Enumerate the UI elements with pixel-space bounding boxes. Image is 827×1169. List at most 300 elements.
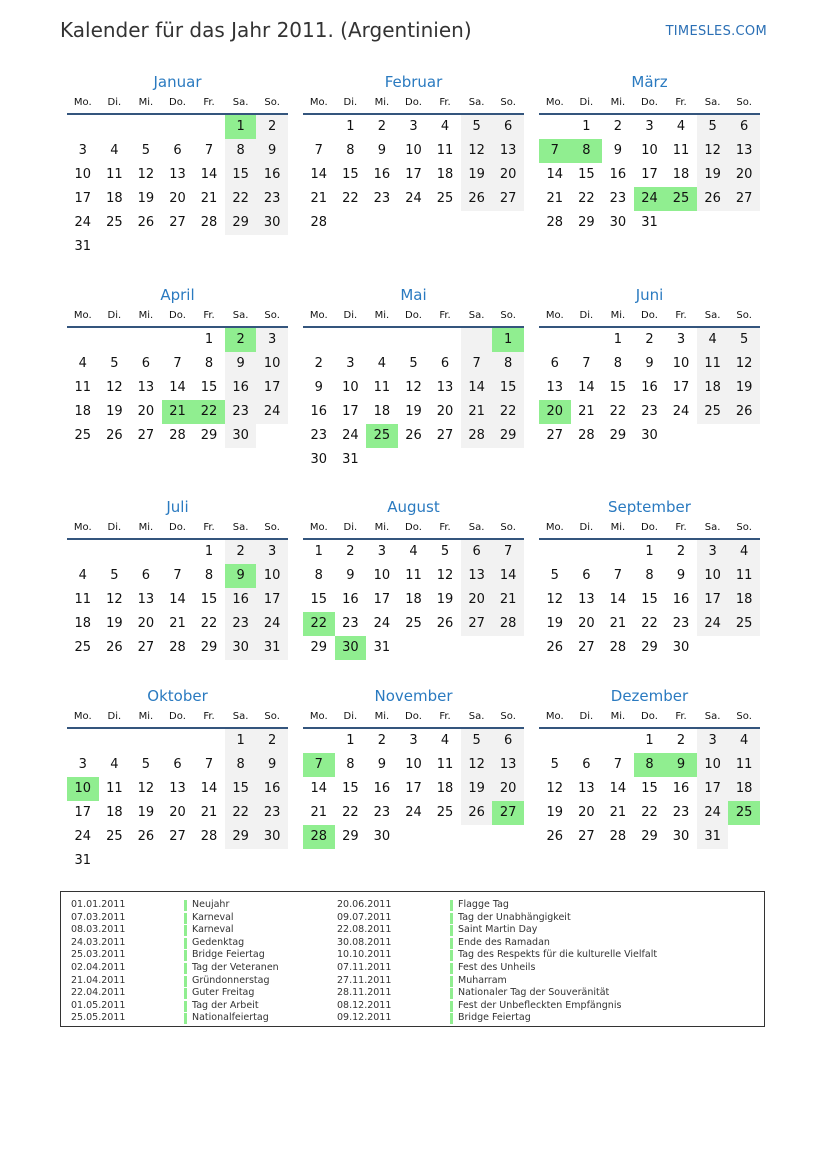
empty-cell xyxy=(492,211,524,235)
holiday-entry xyxy=(337,924,537,937)
day-cell: 17 xyxy=(74,805,92,820)
day-cell: 22 xyxy=(492,400,524,424)
day-cell: 27 xyxy=(578,640,595,655)
day-cell: 9 xyxy=(676,568,686,583)
day-cell: 27 xyxy=(546,428,564,443)
weekday-label: Di. xyxy=(343,711,358,722)
day-cell: 3 xyxy=(377,544,387,559)
weekday-label: Fr. xyxy=(203,711,215,722)
day-cell: 21 xyxy=(310,805,328,820)
weekday-label: Sa. xyxy=(232,522,249,533)
empty-cell xyxy=(99,328,131,352)
day-cell: 30 xyxy=(641,428,658,443)
day-cell: 29 xyxy=(641,829,658,844)
holiday-name: Nationaler Tag der Souveränität xyxy=(458,987,610,999)
day-cell: 25 xyxy=(405,616,422,631)
empty-cell xyxy=(398,328,430,352)
day-cell: 28 xyxy=(461,424,493,448)
day-cell: 14 xyxy=(578,380,595,395)
weekday-label: Di. xyxy=(579,522,594,533)
weekday-label: Fr. xyxy=(203,97,215,108)
day-cell: 15 xyxy=(225,777,257,801)
day-cell: 6 xyxy=(582,568,591,583)
day-cell: 24 xyxy=(405,191,422,206)
month-title: April xyxy=(160,286,195,304)
day-cell: 12 xyxy=(137,781,155,796)
empty-cell xyxy=(366,328,398,352)
day-cell: 22 xyxy=(193,400,225,424)
day-cell: 18 xyxy=(74,616,92,631)
weekday-label: Sa. xyxy=(704,711,721,722)
empty-cell xyxy=(130,849,162,873)
day-cell: 6 xyxy=(173,757,182,772)
holiday-name: Tag der Veteranen xyxy=(192,962,279,973)
day-cell: 26 xyxy=(461,187,493,211)
weekday-label: Mi. xyxy=(138,97,154,108)
empty-cell xyxy=(256,235,288,259)
day-cell: 20 xyxy=(728,163,760,187)
empty-cell xyxy=(697,424,729,448)
day-cell: 3 xyxy=(409,733,418,748)
day-cell: 24 xyxy=(74,829,92,844)
day-cell: 21 xyxy=(169,616,186,631)
weekday-header xyxy=(67,709,288,729)
day-cell: 12 xyxy=(697,139,729,163)
day-cell: 3 xyxy=(697,540,729,564)
day-grid xyxy=(67,729,288,873)
day-cell: 28 xyxy=(492,612,524,636)
day-cell: 27 xyxy=(137,640,155,655)
day-cell: 3 xyxy=(409,119,418,134)
day-cell: 8 xyxy=(225,139,257,163)
weekday-label: Mi. xyxy=(610,711,626,722)
day-cell: 6 xyxy=(173,143,182,158)
month-juli xyxy=(67,498,288,660)
day-cell: 4 xyxy=(697,328,729,352)
day-cell: 8 xyxy=(634,753,666,777)
day-cell: 2 xyxy=(676,544,686,559)
month-januar xyxy=(67,73,288,259)
day-cell: 4 xyxy=(676,119,686,134)
day-cell: 23 xyxy=(225,612,257,636)
day-cell: 1 xyxy=(582,119,591,134)
empty-cell xyxy=(335,328,367,352)
day-cell: 3 xyxy=(256,328,288,352)
day-cell: 13 xyxy=(578,781,595,796)
day-cell: 2 xyxy=(256,729,288,753)
day-cell: 25 xyxy=(436,805,454,820)
month-title: September xyxy=(608,498,691,516)
day-grid xyxy=(303,729,524,849)
day-cell: 30 xyxy=(672,640,690,655)
weekday-label: Sa. xyxy=(468,711,485,722)
day-cell: 14 xyxy=(200,781,218,796)
day-cell: 19 xyxy=(405,404,422,419)
weekday-label: Sa. xyxy=(468,97,485,108)
day-cell: 20 xyxy=(492,163,524,187)
weekday-label: Fr. xyxy=(439,310,451,321)
day-cell: 21 xyxy=(310,191,328,206)
month-title: Dezember xyxy=(610,687,689,705)
weekday-label: Mo. xyxy=(309,97,328,108)
day-cell: 7 xyxy=(613,757,623,772)
day-cell: 2 xyxy=(645,332,654,347)
day-cell: 10 xyxy=(405,143,422,158)
day-cell: 10 xyxy=(256,564,288,588)
holiday-name: Karneval xyxy=(192,911,234,923)
holiday-name: Gedenktag xyxy=(192,936,245,948)
day-grid xyxy=(67,328,288,448)
day-cell: 18 xyxy=(436,167,454,182)
day-cell: 5 xyxy=(728,328,760,352)
day-cell: 15 xyxy=(200,380,218,395)
day-cell: 13 xyxy=(546,380,564,395)
day-cell: 8 xyxy=(204,568,214,583)
day-cell: 6 xyxy=(492,729,524,753)
holiday-name: Muharram xyxy=(458,974,507,986)
day-cell: 25 xyxy=(665,187,697,211)
day-cell: 7 xyxy=(539,139,571,163)
weekday-label: So. xyxy=(264,310,280,321)
day-cell: 18 xyxy=(436,781,454,796)
empty-cell xyxy=(193,235,225,259)
empty-cell xyxy=(728,636,760,660)
day-cell: 14 xyxy=(609,592,627,607)
month-title: Januar xyxy=(153,73,202,91)
day-cell: 1 xyxy=(314,544,323,559)
holiday-entry xyxy=(71,937,244,950)
weekday-label: Fr. xyxy=(675,310,687,321)
day-cell: 21 xyxy=(200,805,218,820)
day-cell: 13 xyxy=(578,592,595,607)
day-cell: 24 xyxy=(672,404,690,419)
weekday-label: So. xyxy=(500,97,516,108)
day-cell: 8 xyxy=(225,753,257,777)
holiday-legend xyxy=(60,891,765,1027)
holiday-entry xyxy=(337,987,609,1000)
day-cell: 13 xyxy=(492,139,524,163)
weekday-label: Fr. xyxy=(439,711,451,722)
weekday-label: Di. xyxy=(107,310,122,321)
holiday-entry xyxy=(71,899,229,912)
empty-cell xyxy=(697,211,729,235)
holiday-date: 21.04.2011 xyxy=(71,974,126,986)
day-cell: 13 xyxy=(137,380,155,395)
day-cell: 26 xyxy=(137,829,155,844)
holiday-date: 10.10.2011 xyxy=(337,949,392,961)
day-cell: 25 xyxy=(697,400,729,424)
holiday-entry xyxy=(337,1012,531,1025)
holiday-entry xyxy=(337,962,535,975)
empty-cell xyxy=(429,328,461,352)
weekday-label: So. xyxy=(264,711,280,722)
holiday-entry xyxy=(71,1012,269,1025)
day-cell: 5 xyxy=(110,568,119,583)
day-cell: 1 xyxy=(645,733,654,748)
day-cell: 1 xyxy=(346,733,355,748)
day-cell: 26 xyxy=(697,187,729,211)
weekday-label: Sa. xyxy=(704,97,721,108)
day-cell: 18 xyxy=(106,191,123,206)
day-cell: 4 xyxy=(78,568,87,583)
holiday-entry xyxy=(71,924,234,937)
empty-cell xyxy=(461,211,493,235)
empty-cell xyxy=(67,115,99,139)
holiday-name: Flagge Tag xyxy=(458,899,509,910)
weekday-label: Di. xyxy=(343,97,358,108)
day-cell: 20 xyxy=(436,404,454,419)
empty-cell xyxy=(162,235,194,259)
day-cell: 5 xyxy=(409,356,418,371)
day-cell: 16 xyxy=(641,380,658,395)
day-cell: 17 xyxy=(405,167,422,182)
day-cell: 1 xyxy=(225,729,257,753)
day-cell: 28 xyxy=(310,215,328,230)
day-cell: 10 xyxy=(697,564,729,588)
day-cell: 22 xyxy=(641,616,658,631)
weekday-label: Di. xyxy=(579,97,594,108)
weekday-label: Mi. xyxy=(374,711,390,722)
holiday-marker xyxy=(184,1013,187,1024)
day-cell: 8 xyxy=(314,568,323,583)
day-cell: 13 xyxy=(492,753,524,777)
day-cell: 18 xyxy=(373,404,391,419)
day-cell: 19 xyxy=(137,191,155,206)
day-cell: 22 xyxy=(303,612,335,636)
day-cell: 10 xyxy=(373,568,391,583)
weekday-header xyxy=(539,520,760,540)
day-cell: 1 xyxy=(204,332,214,347)
day-cell: 12 xyxy=(106,592,123,607)
day-cell: 12 xyxy=(461,139,493,163)
day-cell: 4 xyxy=(110,143,119,158)
empty-cell xyxy=(492,448,524,472)
holiday-date: 02.04.2011 xyxy=(71,962,126,973)
day-cell: 14 xyxy=(492,564,524,588)
weekday-label: Sa. xyxy=(704,522,721,533)
day-cell: 22 xyxy=(225,801,257,825)
day-cell: 14 xyxy=(609,781,627,796)
empty-cell xyxy=(429,825,461,849)
holiday-entry xyxy=(71,962,279,975)
day-cell: 9 xyxy=(225,352,257,376)
day-cell: 18 xyxy=(697,376,729,400)
day-cell: 9 xyxy=(346,568,355,583)
day-cell: 10 xyxy=(672,356,690,371)
brand-logo[interactable]: TIMESLES.COM xyxy=(665,24,767,39)
weekday-label: Mo. xyxy=(309,711,328,722)
day-cell: 7 xyxy=(582,356,591,371)
day-cell: 21 xyxy=(578,404,595,419)
day-cell: 29 xyxy=(200,640,218,655)
day-cell: 13 xyxy=(728,139,760,163)
day-cell: 19 xyxy=(461,777,493,801)
weekday-label: Sa. xyxy=(232,711,249,722)
day-cell: 26 xyxy=(728,400,760,424)
day-cell: 22 xyxy=(200,616,218,631)
day-cell: 7 xyxy=(461,352,493,376)
day-cell: 29 xyxy=(310,640,328,655)
day-cell: 5 xyxy=(550,568,559,583)
day-cell: 16 xyxy=(609,167,627,182)
day-cell: 25 xyxy=(728,612,760,636)
day-cell: 19 xyxy=(546,805,564,820)
day-cell: 25 xyxy=(74,640,92,655)
day-cell: 19 xyxy=(436,592,454,607)
day-cell: 9 xyxy=(314,380,323,395)
day-cell: 24 xyxy=(256,400,288,424)
weekday-label: Mi. xyxy=(138,522,154,533)
day-cell: 29 xyxy=(641,640,658,655)
day-cell: 27 xyxy=(137,428,155,443)
day-cell: 2 xyxy=(225,328,257,352)
day-cell: 22 xyxy=(342,805,359,820)
day-cell: 2 xyxy=(346,544,355,559)
weekday-label: Fr. xyxy=(675,522,687,533)
weekday-label: Mi. xyxy=(374,310,390,321)
day-cell: 13 xyxy=(461,564,493,588)
day-cell: 31 xyxy=(641,215,658,230)
weekday-label: Fr. xyxy=(203,522,215,533)
empty-cell xyxy=(225,849,257,873)
day-cell: 4 xyxy=(728,729,760,753)
day-cell: 16 xyxy=(373,781,391,796)
day-cell: 19 xyxy=(697,163,729,187)
day-cell: 16 xyxy=(256,163,288,187)
day-cell: 24 xyxy=(373,616,391,631)
weekday-label: Do. xyxy=(641,310,658,321)
weekday-label: Mi. xyxy=(374,522,390,533)
day-cell: 27 xyxy=(436,428,454,443)
weekday-label: Mo. xyxy=(545,711,564,722)
weekday-label: Mi. xyxy=(138,310,154,321)
weekday-label: Mo. xyxy=(73,310,92,321)
holiday-marker xyxy=(184,950,187,961)
holiday-date: 07.03.2011 xyxy=(71,911,126,923)
day-cell: 23 xyxy=(641,404,658,419)
day-cell: 12 xyxy=(546,781,564,796)
month-september xyxy=(539,498,760,660)
day-cell: 19 xyxy=(106,404,123,419)
day-cell: 1 xyxy=(346,119,355,134)
weekday-label: Do. xyxy=(169,522,186,533)
empty-cell xyxy=(461,328,493,352)
day-cell: 9 xyxy=(377,757,387,772)
empty-cell xyxy=(398,211,430,235)
day-cell: 10 xyxy=(256,352,288,376)
day-cell: 5 xyxy=(697,115,729,139)
weekday-label: Fr. xyxy=(675,97,687,108)
day-cell: 22 xyxy=(225,187,257,211)
empty-cell xyxy=(162,328,194,352)
holiday-entry xyxy=(337,949,657,962)
day-cell: 4 xyxy=(728,540,760,564)
day-cell: 19 xyxy=(137,805,155,820)
weekday-label: Mo. xyxy=(73,711,92,722)
day-cell: 31 xyxy=(74,239,92,254)
empty-cell xyxy=(99,540,131,564)
day-cell: 11 xyxy=(106,167,123,182)
day-cell: 11 xyxy=(405,568,422,583)
day-cell: 16 xyxy=(373,167,391,182)
day-cell: 12 xyxy=(461,753,493,777)
day-cell: 23 xyxy=(310,428,328,443)
day-cell: 17 xyxy=(342,404,359,419)
holiday-marker xyxy=(184,925,187,936)
weekday-label: Do. xyxy=(169,711,186,722)
day-cell: 26 xyxy=(436,616,454,631)
empty-cell xyxy=(728,211,760,235)
holiday-date: 28.11.2011 xyxy=(337,987,392,999)
weekday-header xyxy=(67,95,288,115)
day-cell: 8 xyxy=(346,143,355,158)
month-november xyxy=(303,687,524,849)
month-märz xyxy=(539,73,760,235)
day-cell: 15 xyxy=(310,592,328,607)
empty-cell xyxy=(728,424,760,448)
day-cell: 13 xyxy=(169,781,186,796)
weekday-header xyxy=(303,308,524,328)
day-cell: 14 xyxy=(169,380,186,395)
empty-cell xyxy=(539,729,571,753)
weekday-label: Do. xyxy=(405,310,422,321)
weekday-label: So. xyxy=(736,310,752,321)
day-cell: 14 xyxy=(546,167,564,182)
holiday-entry xyxy=(71,1000,259,1013)
day-grid xyxy=(67,115,288,259)
day-cell: 17 xyxy=(256,588,288,612)
day-cell: 21 xyxy=(546,191,564,206)
day-cell: 9 xyxy=(645,356,654,371)
day-cell: 17 xyxy=(74,191,92,206)
empty-cell xyxy=(99,729,131,753)
holiday-entry xyxy=(337,1000,621,1013)
day-grid xyxy=(303,115,524,235)
day-cell: 24 xyxy=(697,612,729,636)
day-cell: 5 xyxy=(461,115,493,139)
day-cell: 3 xyxy=(78,143,87,158)
holiday-date: 08.12.2011 xyxy=(337,999,392,1011)
day-cell: 10 xyxy=(405,757,422,772)
weekday-label: Mo. xyxy=(73,522,92,533)
day-grid xyxy=(539,729,760,849)
day-cell: 27 xyxy=(492,801,524,825)
day-cell: 29 xyxy=(492,424,524,448)
holiday-date: 01.01.2011 xyxy=(71,899,126,910)
holiday-marker xyxy=(184,963,187,974)
day-cell: 7 xyxy=(492,540,524,564)
day-cell: 19 xyxy=(106,616,123,631)
weekday-label: Do. xyxy=(641,97,658,108)
day-cell: 3 xyxy=(256,540,288,564)
empty-cell xyxy=(366,211,398,235)
holiday-marker xyxy=(184,938,187,949)
day-cell: 21 xyxy=(162,400,194,424)
day-cell: 18 xyxy=(106,805,123,820)
day-cell: 12 xyxy=(546,592,564,607)
day-cell: 31 xyxy=(697,825,729,849)
day-cell: 23 xyxy=(256,187,288,211)
day-cell: 5 xyxy=(550,757,559,772)
holiday-date: 22.04.2011 xyxy=(71,987,126,999)
day-cell: 19 xyxy=(546,616,564,631)
day-cell: 24 xyxy=(405,805,422,820)
day-cell: 7 xyxy=(314,143,323,158)
holiday-entry xyxy=(71,949,265,962)
day-cell: 16 xyxy=(310,404,328,419)
day-cell: 11 xyxy=(74,592,92,607)
day-cell: 14 xyxy=(200,167,218,182)
